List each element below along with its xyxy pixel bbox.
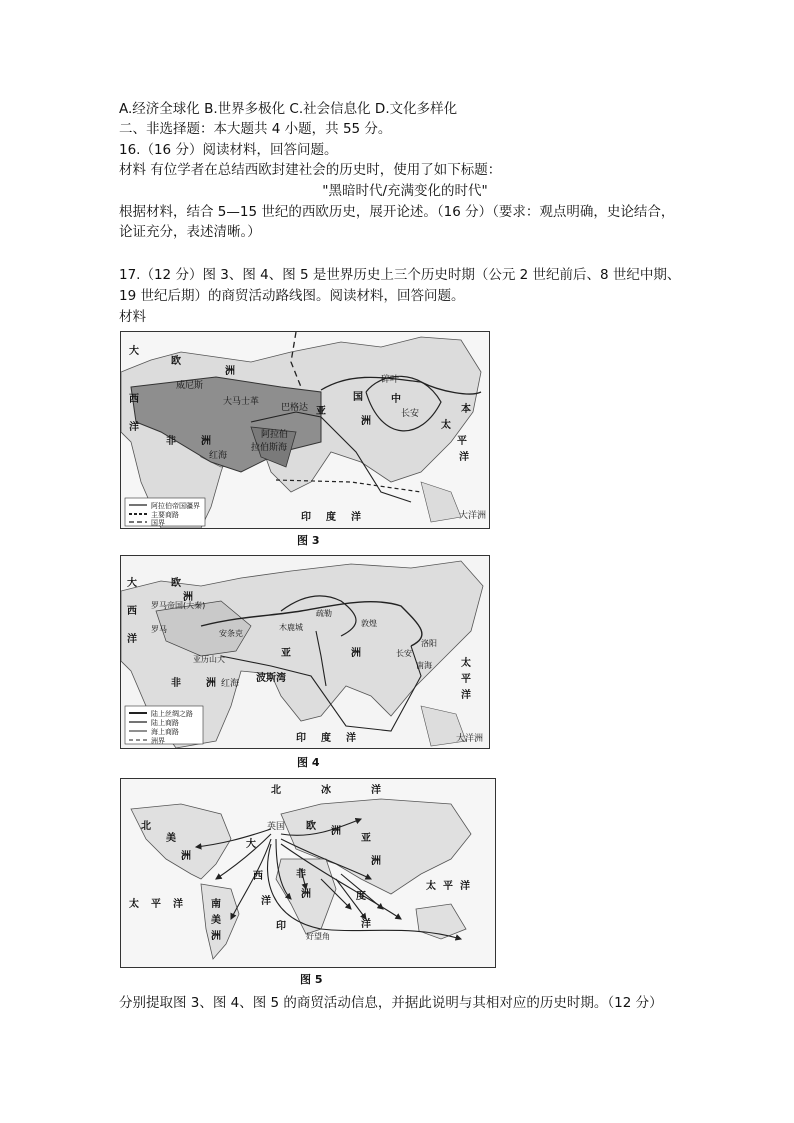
q17-material-label: 材料: [119, 309, 146, 325]
fig5-label-yang: 洋: [371, 785, 381, 796]
fig5-label-mei: 美: [166, 833, 176, 844]
fig3-label-da: 大: [129, 346, 139, 357]
fig4-label-hong: 红海: [221, 679, 240, 689]
fig4-label-antiochia: 安条克: [219, 629, 243, 638]
fig4-legend-3: 洲界: [151, 737, 165, 745]
fig5-label-ou: 欧: [306, 821, 316, 832]
fig4-legend-2: 海上商路: [151, 728, 179, 736]
fig3-label-fei: 非: [166, 436, 176, 447]
figure-5-map: [120, 778, 496, 968]
fig5-label-ping2: 平: [443, 881, 453, 892]
fig5-label-nan: 南: [211, 899, 221, 910]
fig4-label-luoma: 罗马帝国(大秦): [151, 601, 206, 610]
fig5-label-tai2: 太: [426, 881, 436, 892]
fig4-label-yin: 印: [296, 733, 306, 744]
q16-material: 材料 有位学者在总结西欧封建社会的历史时，使用了如下标题：: [119, 162, 502, 178]
fig3-label-zhong: 中: [391, 394, 401, 405]
fig3-legend-1: 主要商路: [151, 511, 179, 519]
fig5-label-zhou5: 洲: [211, 931, 221, 942]
fig4-label-bosi: 波斯湾: [256, 673, 286, 684]
fig3-label-mosi: 拉伯斯海: [251, 443, 288, 453]
fig3-label-hong: 红海: [209, 451, 228, 461]
fig3-label-suiye: 碎叶: [381, 375, 400, 385]
fig3-label-guo: 国: [353, 392, 363, 403]
fig5-label-yingguo: 英国: [267, 822, 286, 832]
fig3-label-zhou2: 洲: [201, 436, 211, 447]
figure-3-caption: 图 3: [297, 534, 320, 547]
fig5-label-zhou: 洲: [181, 851, 191, 862]
fig5-label-fei: 非: [296, 869, 306, 880]
fig5-label-mei2: 美: [211, 915, 221, 926]
fig3-label-ya: 亚: [316, 406, 326, 417]
q16-task-line2: 论证充分，表述清晰。）: [119, 224, 261, 240]
fig5-label-tai: 太: [129, 899, 139, 910]
fig3-label-ben: 本: [461, 404, 471, 415]
fig4-label-yang: 洋: [127, 634, 137, 645]
fig5-label-du: 度: [356, 891, 366, 902]
fig4-label-zhou: 洲: [183, 592, 193, 603]
fig4-label-ping: 平: [461, 674, 471, 685]
q17-question: 分别提取图 3、图 4、图 5 的商贸活动信息，并据此说明与其相对应的历史时期。（12 分）: [119, 995, 663, 1011]
fig3-label-xi: 西: [129, 394, 139, 405]
fig4-label-luomacheng: 罗马: [151, 625, 167, 634]
fig5-label-zhou2: 洲: [331, 826, 341, 837]
q15-options: A.经济全球化 B.世界多极化 C.社会信息化 D.文化多样化: [119, 101, 458, 117]
fig4-label-nanhai: 南海: [416, 661, 432, 670]
section-heading: 二、非选择题：本大题共 4 小题，共 55 分。: [119, 121, 392, 137]
fig4-label-xi: 西: [127, 606, 137, 617]
fig4-label-luoyang: 洛阳: [421, 639, 437, 648]
fig4-label-muluo: 木鹿城: [279, 623, 303, 632]
figure-5-caption: 图 5: [300, 973, 323, 986]
fig5-label-yang3: 洋: [173, 899, 183, 910]
q17-stem-line1: 17.（12 分）图 3、图 4、图 5 是世界历史上三个历史时期（公元 2 世纪前后、8 世纪中期、: [119, 267, 681, 283]
fig5-label-haowang: 好望角: [306, 932, 330, 941]
fig3-label-dimashq: 大马士革: [223, 397, 260, 407]
fig3-label-yin: 印: [301, 512, 311, 523]
fig5-label-da: 大: [246, 839, 256, 850]
fig4-label-changan: 长安: [396, 649, 412, 658]
fig5-label-zhou3: 洲: [371, 856, 381, 867]
fig3-legend-0: 阿拉伯帝国疆界: [151, 502, 200, 510]
fig4-label-yang3: 洋: [346, 733, 356, 744]
fig5-label-yin: 印: [276, 921, 286, 932]
fig3-label-ping: 平: [457, 436, 467, 447]
fig4-label-shule: 疏勒: [316, 609, 332, 618]
fig4-label-du: 度: [321, 733, 331, 744]
figure-4-map: [120, 555, 490, 749]
fig3-label-zhou3: 洲: [361, 416, 371, 427]
fig5-label-zhou4: 洲: [301, 889, 311, 900]
fig4-label-ou: 欧: [171, 578, 181, 589]
fig5-label-yang2: 洋: [261, 896, 271, 907]
fig3-label-yang3: 洋: [351, 512, 361, 523]
fig3-label-alabo: 阿拉伯: [261, 430, 289, 440]
fig4-label-yang2: 洋: [461, 690, 471, 701]
fig4-legend-1: 陆上商路: [151, 719, 179, 727]
fig4-label-dayang: 大洋洲: [456, 734, 484, 744]
fig5-label-bei2: 北: [141, 821, 151, 832]
fig4-label-yalishanda: 亚历山大: [193, 655, 225, 664]
fig3-label-changan: 长安: [401, 409, 420, 419]
fig3-label-yang: 洋: [129, 422, 139, 433]
fig4-label-tai: 太: [461, 658, 471, 669]
fig4-label-zhou2: 洲: [206, 678, 216, 689]
fig3-label-ou: 欧: [171, 356, 181, 367]
q16-quote: "黑暗时代/充满变化的时代": [322, 183, 488, 199]
figure-3-map: [120, 331, 490, 529]
q16-stem: 16.（16 分）阅读材料，回答问题。: [119, 142, 338, 158]
fig5-label-ya: 亚: [361, 833, 371, 844]
fig4-label-dunhuang: 敦煌: [361, 619, 377, 628]
fig5-label-yang5: 洋: [361, 919, 371, 930]
fig4-label-da: 大: [127, 578, 137, 589]
fig5-label-xi: 西: [253, 871, 263, 882]
q17-stem-line2: 19 世纪后期）的商贸活动路线图。阅读材料，回答问题。: [119, 288, 465, 304]
fig5-label-bei: 北: [271, 785, 281, 796]
fig3-label-weinisi: 威尼斯: [176, 381, 204, 391]
fig5-label-ping: 平: [151, 899, 161, 910]
fig3-label-du: 度: [326, 512, 336, 523]
fig4-label-ya: 亚: [281, 648, 291, 659]
fig3-label-baghdad: 巴格达: [281, 403, 309, 413]
figure-4-caption: 图 4: [297, 756, 320, 769]
fig4-legend-0: 陆上丝绸之路: [151, 710, 193, 718]
fig5-label-bing: 冰: [321, 785, 331, 796]
q16-task-line1: 根据材料，结合 5—15 世纪的西欧历史，展开论述。（16 分）（要求：观点明确，史论结合，: [119, 204, 675, 220]
fig3-label-yang2: 洋: [459, 452, 469, 463]
fig3-label-dayang: 大洋洲: [459, 511, 487, 521]
fig5-label-yang4: 洋: [460, 881, 470, 892]
fig3-label-zhou1: 洲: [225, 366, 235, 377]
fig4-label-zhou3: 洲: [351, 648, 361, 659]
fig3-legend-2: 国界: [151, 519, 165, 527]
fig4-label-fei: 非: [171, 678, 181, 689]
fig3-label-tai: 太: [441, 420, 451, 431]
